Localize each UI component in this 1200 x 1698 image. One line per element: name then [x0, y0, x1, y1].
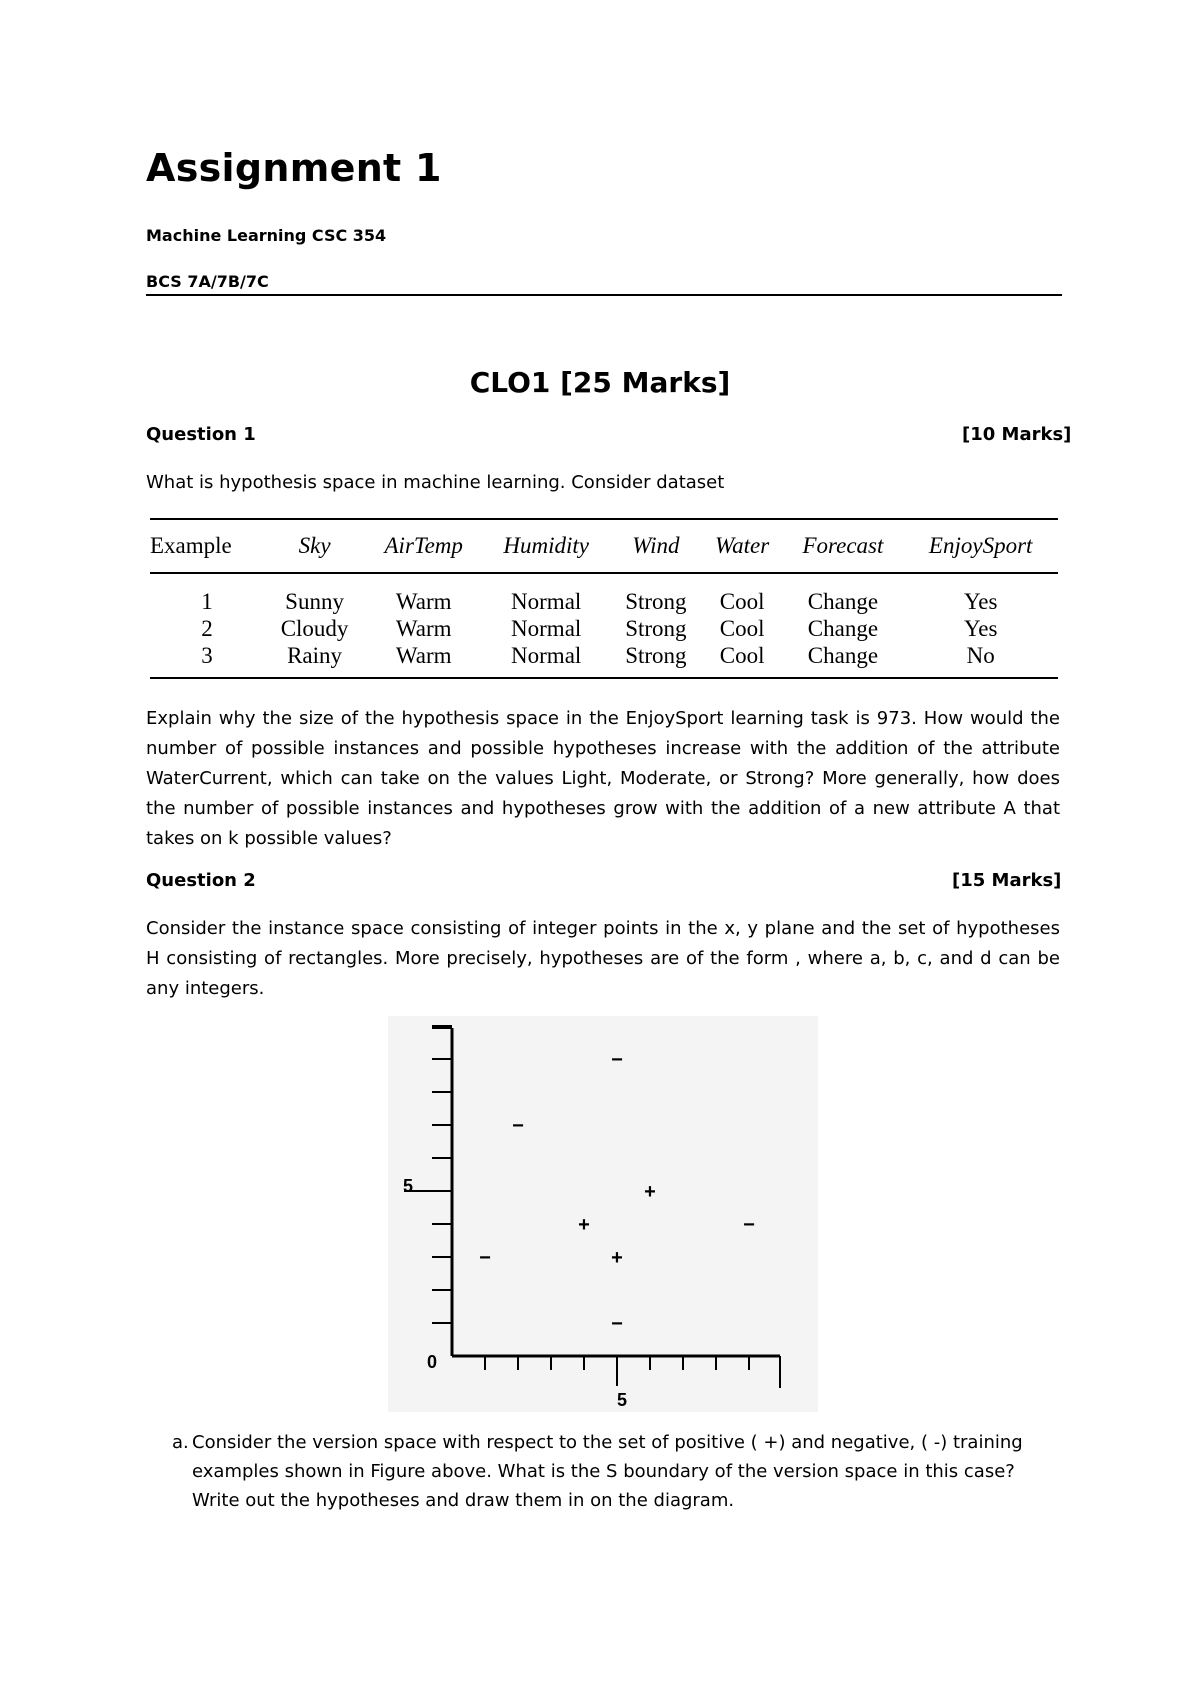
table-header: Humidity [482, 519, 610, 573]
question1-label: Question 1 [146, 424, 256, 445]
table-cell: Change [807, 616, 879, 641]
positive-point: + [578, 1214, 590, 1236]
negative-point: − [512, 1115, 524, 1137]
table-cell: Warm [395, 616, 452, 641]
table-header-row [150, 519, 1058, 573]
table-cell: Cool [719, 616, 765, 641]
table-row [150, 642, 1058, 678]
negative-point: − [611, 1313, 623, 1335]
question2-marks: [15 Marks] [952, 870, 1062, 891]
question1-marks: [10 Marks] [962, 424, 1072, 445]
table-cell: Warm [365, 642, 482, 678]
table-header: Forecast [783, 519, 904, 573]
x-tick-label: 5 [616, 1390, 628, 1410]
table-cell: Normal [482, 642, 610, 678]
table-cell: Cool [719, 589, 765, 614]
table-cell: 3 [150, 642, 264, 678]
table-cell: Sunny [285, 589, 344, 614]
table-cell: Cool [702, 642, 783, 678]
negative-point: − [743, 1214, 755, 1236]
table-cell: Normal [511, 616, 582, 641]
table-cell: 2 [201, 616, 213, 641]
table-header: AirTemp [365, 519, 482, 573]
enjoysport-dataset-table [150, 518, 1058, 679]
table-cell: Yes [963, 616, 998, 641]
question2-body: Consider the instance space consisting of integer points in the x, y plane and the set of hypotheses H consisting of rectangles. More precisely, hypotheses are of the form , where a, b, c, and d can be any integers. [146, 918, 1060, 999]
version-space-figure [388, 1016, 818, 1412]
clo-heading: CLO1 [25 Marks] [469, 366, 731, 399]
table-cell: Strong [610, 642, 702, 678]
table-header: Sky [264, 519, 365, 573]
table-cell: 1 [201, 589, 213, 614]
table-cell: Change [807, 589, 879, 614]
positive-point: + [644, 1181, 656, 1203]
negative-point: − [479, 1247, 491, 1269]
table-cell: Change [783, 642, 904, 678]
section-label: BCS 7A/7B/7C [146, 272, 269, 291]
question2-label: Question 2 [146, 870, 256, 891]
table-header: Water [702, 519, 783, 573]
y-tick-label: 5 [402, 1176, 414, 1196]
table-cell: Normal [511, 589, 582, 614]
assignment-title: Assignment 1 [146, 146, 442, 190]
part-a-text: Consider the version space with respect to the set of positive ( +) and negative, ( -) training examples shown in Figure above. What is the S boundary of the version space in this case? Write out the hypotheses and draw them in on the diagram. [192, 1432, 1023, 1511]
table-cell: Warm [395, 589, 452, 614]
table-header: Wind [610, 519, 702, 573]
table-cell: Rainy [264, 642, 365, 678]
table-cell: Strong [625, 616, 687, 641]
table-cell: Strong [625, 589, 687, 614]
part-a-label: a. [172, 1432, 189, 1453]
header-divider [146, 294, 1062, 296]
origin-label: 0 [426, 1352, 438, 1372]
table-row [150, 573, 1058, 615]
course-name: Machine Learning CSC 354 [146, 226, 387, 245]
negative-point: − [611, 1049, 623, 1071]
question1-intro: What is hypothesis space in machine learning. Consider dataset [146, 472, 725, 493]
table-cell: Cloudy [280, 616, 349, 641]
question1-body: Explain why the size of the hypothesis space in the EnjoySport learning task is 973. How would the number of possible instances and possible hypotheses increase with the addition of the attribute WaterCurrent, which can take on the values Light, Moderate, or Strong? More generally, how does the number of possible instances and hypotheses grow with the addition of a new attribute A that takes on k possible values? [146, 708, 1060, 849]
table-cell: Yes [963, 589, 998, 614]
table-header: EnjoySport [903, 519, 1058, 573]
table-cell: No [903, 642, 1058, 678]
table-header: Example [150, 519, 264, 573]
positive-point: + [611, 1247, 623, 1269]
table-row [150, 615, 1058, 642]
